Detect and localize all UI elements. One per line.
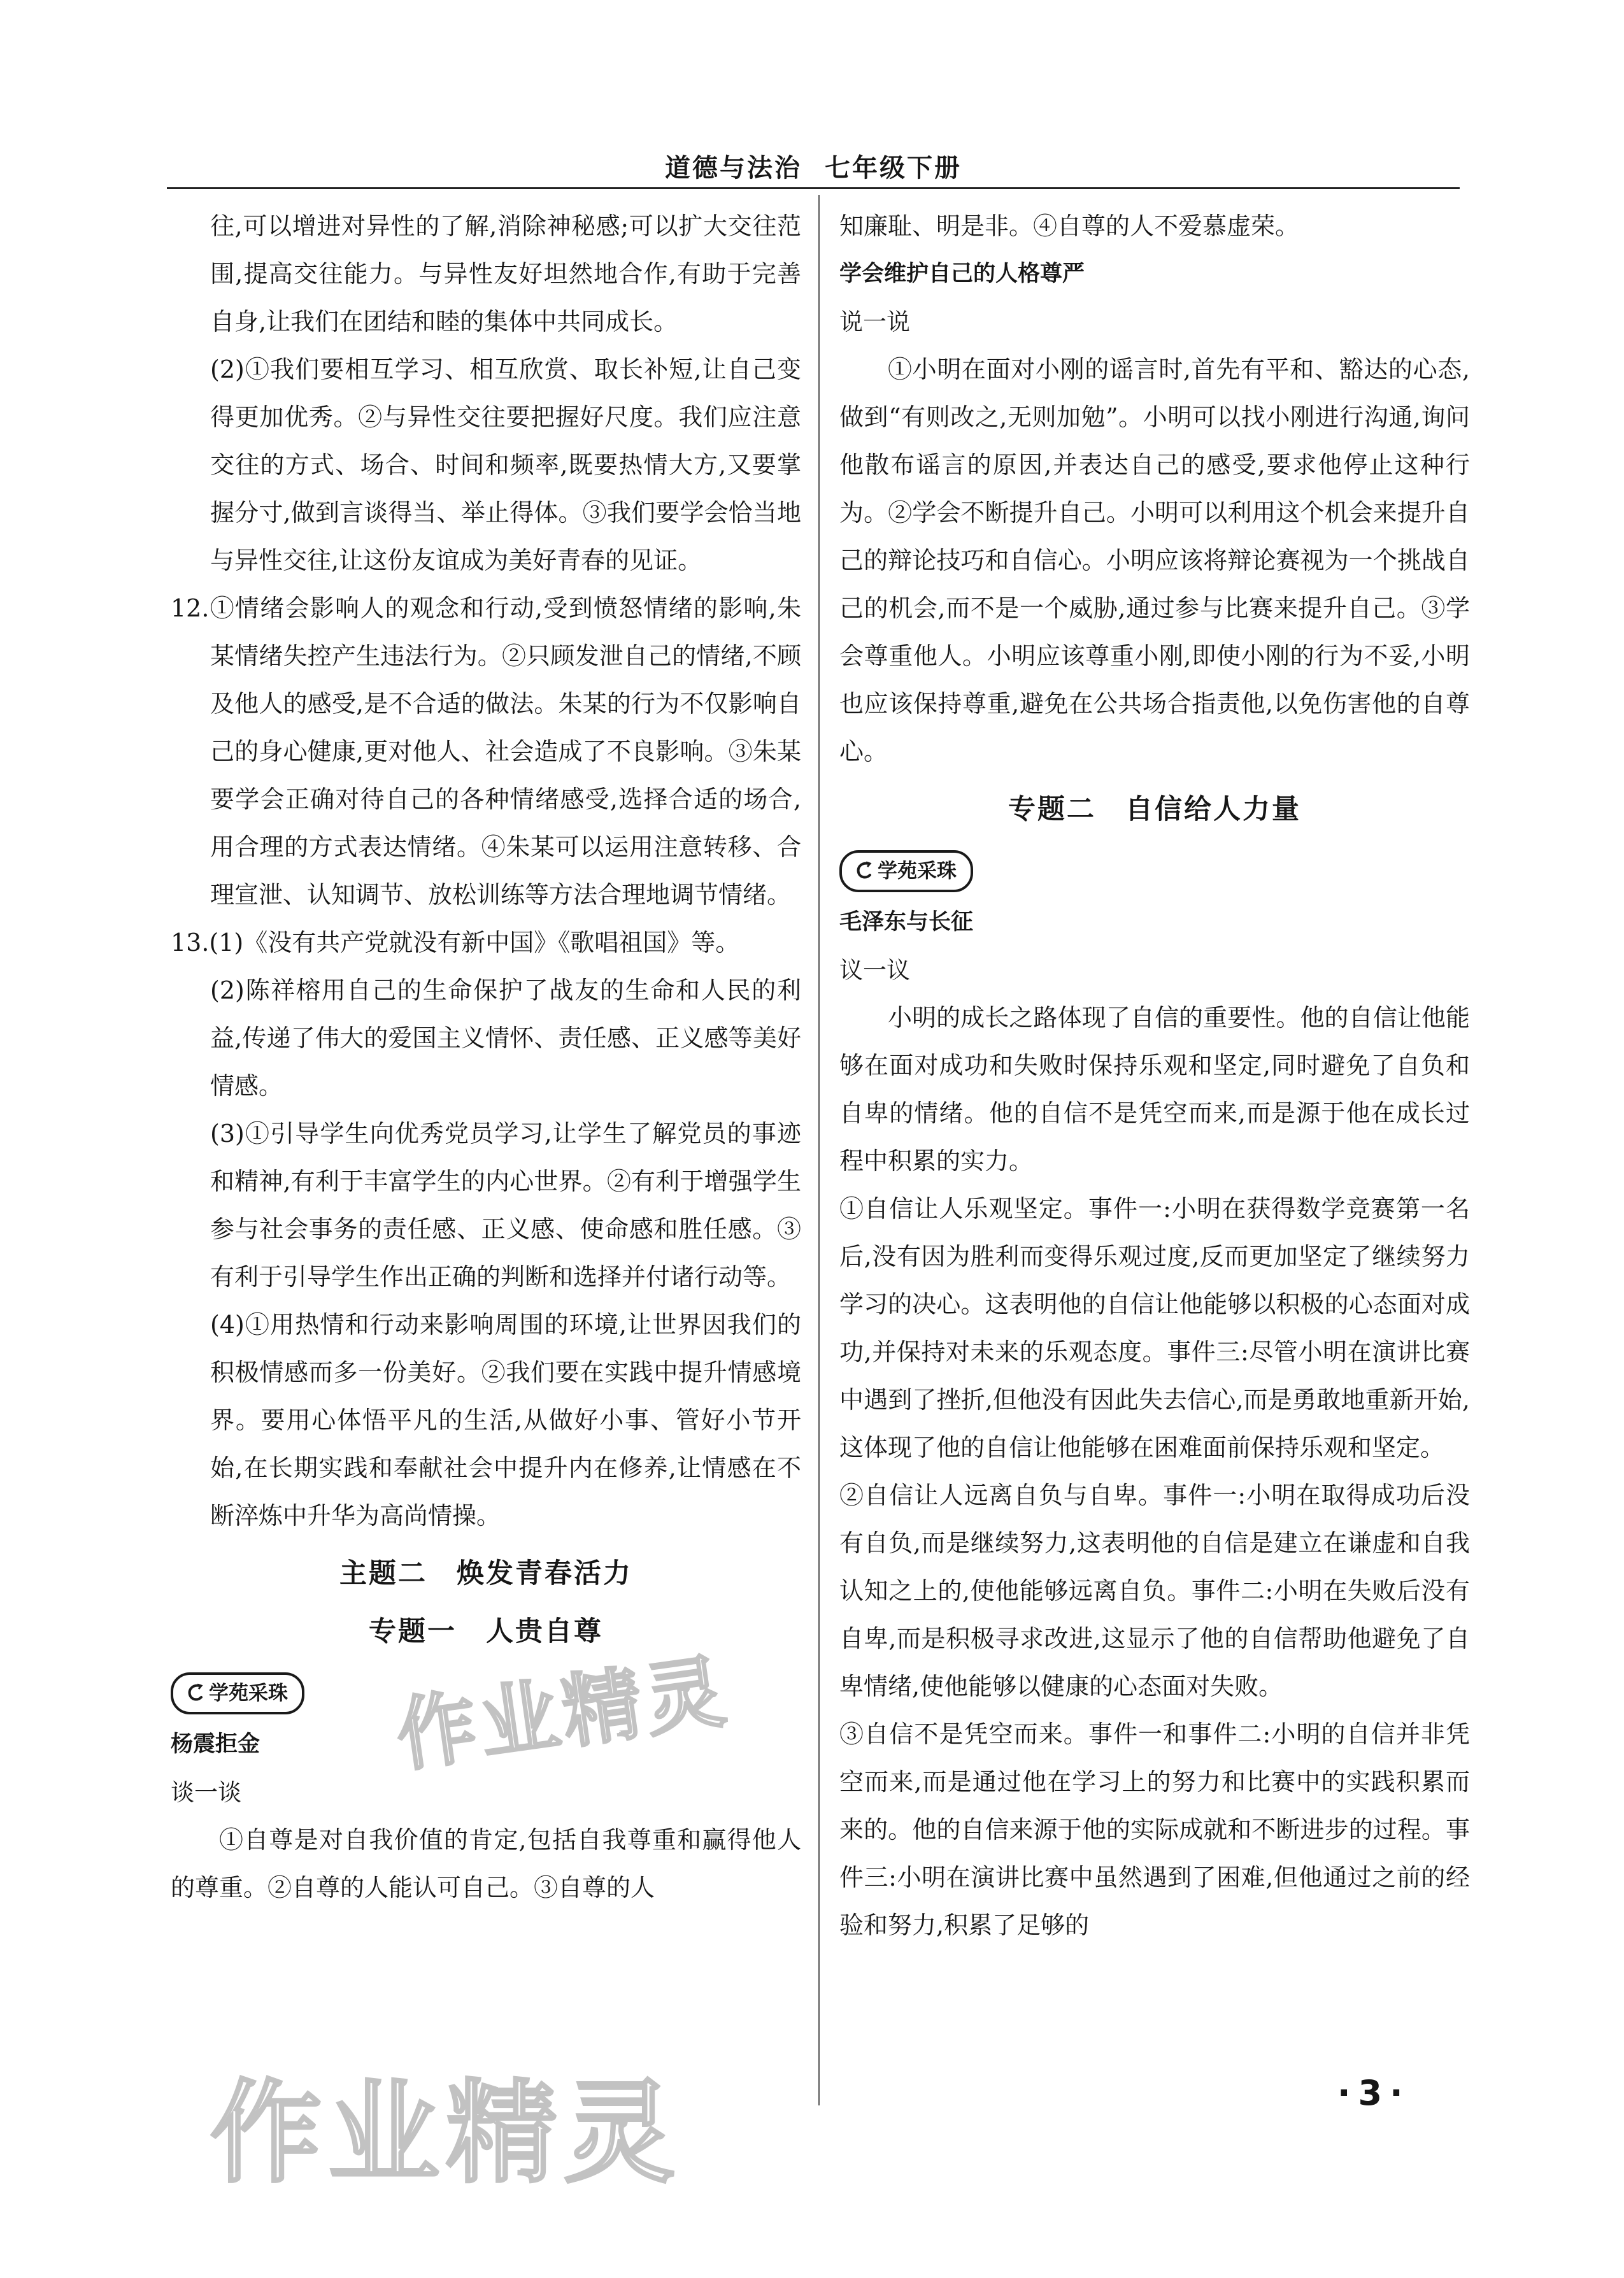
watermark: 作业精灵 [391, 1645, 735, 1783]
paragraph: ①自尊是对自我价值的肯定,包括自我尊重和赢得他人的尊重。②自尊的人能认可自己。③自尊的人 [171, 1826, 801, 1902]
section-badge [171, 1672, 304, 1714]
paragraph: 往,可以增进对异性的了解,消除神秘感;可以扩大交往范围,提高交往能力。与异性友好坦然地合作,有助于完善自身,让我们在团结和睦的集体中共同成长。 [210, 212, 801, 336]
numbered-answer: 12.①情绪会影响人的观念和行动,受到愤怒情绪的影响,朱某情绪失控产生违法行为。②只顾发泄自己的情绪,不顾及他人的感受,是不合适的做法。朱某的行为不仅影响自己的身心健康,更对他人、社会造成了不良影响。③朱某要学会正确对待自己的各种情绪感受,选择合适的场合,用合理的方式表达情绪。④朱某可以运用注意转移、合理宣泄、认知调节、放松训练等方法合理地调节情绪。 [171, 594, 801, 909]
badge-label: 学苑采珠 [209, 1682, 288, 1705]
swirl-icon [855, 860, 874, 883]
running-header [167, 148, 1460, 184]
paragraph: ①小明在面对小刚的谣言时,首先有平和、豁达的心态,做到“有则改之,无则加勉”。小明可以找小刚进行沟通,询问他散布谣言的原因,并表达自己的感受,要求他停止这种行为。②学会不断提升自己。小明可以利用这个机会来提升自己的辩论技巧和自信心。小明应该将辩论赛视为一个挑战自己的机会,而不是一个威胁,通过参与比赛来提升自己。③学会尊重他人。小明应该尊重小刚,即使小刚的行为不妥,小明也应该保持尊重,避免在公共场合指责他,以免伤害他的自尊心。 [839, 355, 1470, 765]
page-number-value: 3 [1358, 2073, 1390, 2113]
paragraph: (3)①引导学生向优秀党员学习,让学生了解党员的事迹和精神,有利于丰富学生的内心世界。②有利于增强学生参与社会事务的责任感、正义感、使命感和胜任感。③有利于引导学生作出正确的判断和选择并付诸行动等。 [210, 1120, 801, 1291]
page-number: ·3· [1337, 2073, 1411, 2113]
paragraph: ①自信让人乐观坚定。事件一:小明在获得数学竞赛第一名后,没有因为胜利而变得乐观过度,反而更加坚定了继续努力学习的决心。这表明他的自信让他能够以积极的心态面对成功,并保持对未来的乐观态度。事件三:尽管小明在演讲比赛中遇到了挫折,但他没有因此失去信心,而是勇敢地重新开始,这体现了他的自信让他能够在困难面前保持乐观和坚定。 [839, 1195, 1470, 1462]
section-title: 专题二 自信给人力量 [1008, 794, 1301, 825]
section-title: 主题二 焕发青春活力 [339, 1558, 632, 1590]
prompt-label: 议一议 [839, 957, 910, 984]
paragraph: ③自信不是凭空而来。事件一和事件二:小明的自信并非凭空而来,而是通过他在学习上的努力和比赛中的实践积累而来的。他的自信来源于他的实际成就和不断进步的过程。事件三:小明在演讲比赛中虽然遇到了困难,但他通过之前的经验和努力,积累了足够的 [839, 1720, 1470, 1939]
column-divider [818, 195, 820, 2105]
paragraph: 小明的成长之路体现了自信的重要性。他的自信让他能够在面对成功和失败时保持乐观和坚定,同时避免了自负和自卑的情绪。他的自信不是凭空而来,而是源于他在成长过程中积累的实力。 [839, 1004, 1470, 1175]
header-grade: 七年级下册 [825, 153, 962, 183]
header-rule [167, 187, 1460, 189]
paragraph: ②自信让人远离自负与自卑。事件一:小明在取得成功后没有自负,而是继续努力,这表明他的自信是建立在谦虚和自我认知之上的,使他能够远离自负。事件二:小明在失败后没有自卑,而是积极寻求改进,这显示了他的自信帮助他避免了自卑情绪,使他能够以健康的心态面对失败。 [839, 1481, 1470, 1700]
section-title: 专题一 人贵自尊 [369, 1616, 603, 1648]
numbered-answer: 13.(1)《没有共产党就没有新中国》《歌唱祖国》等。 [171, 929, 740, 957]
prompt-label: 说一说 [839, 308, 910, 336]
badge-label: 学苑采珠 [878, 860, 957, 883]
paragraph: (2)①我们要相互学习、相互欣赏、取长补短,让自己变得更加优秀。②与异性交往要把握好尺度。我们应注意交往的方式、场合、时间和频率,既要热情大方,又要掌握分寸,做到言谈得当、举止得体。③我们要学会恰当地与异性交往,让这份友谊成为美好青春的见证。 [210, 355, 801, 574]
section-badge [839, 850, 973, 892]
header-subject: 道德与法治 [665, 153, 802, 183]
subtitle: 学会维护自己的人格尊严 [839, 261, 1085, 287]
watermark: 作业精灵 [210, 2069, 681, 2198]
subtitle: 毛泽东与长征 [839, 909, 974, 935]
paragraph: (2)陈祥榕用自己的生命保护了战友的生命和人民的利益,传递了伟大的爱国主义情怀、责任感、正义感等美好情感。 [210, 976, 801, 1100]
swirl-icon [186, 1682, 205, 1705]
paragraph: 知廉耻、明是非。④自尊的人不爱慕虚荣。 [839, 212, 1300, 240]
right-column [839, 203, 1470, 1949]
subtitle: 杨震拒金 [171, 1732, 260, 1757]
paragraph: (4)①用热情和行动来影响周围的环境,让世界因我们的积极情感而多一份美好。②我们要在实践中提升情感境界。要用心体悟平凡的生活,从做好小事、管好小节开始,在长期实践和奉献社会中提升内在修养,让情感在不断淬炼中升华为高尚情操。 [210, 1311, 801, 1530]
prompt-label: 谈一谈 [171, 1779, 241, 1806]
